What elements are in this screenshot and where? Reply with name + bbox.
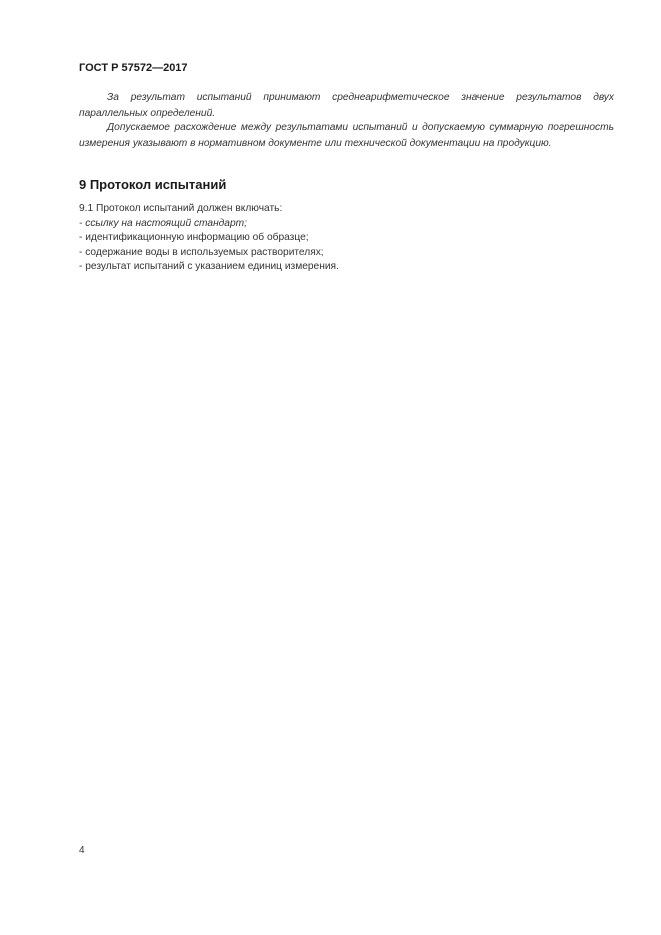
paragraph-result [79,90,614,121]
list-item: - ссылку на настоящий стандарт; [79,217,247,229]
protocol-requirements [79,202,339,275]
list-item: - идентификационную информацию об образце; [79,232,309,244]
document-header: ГОСТ Р 57572—2017 [79,62,188,74]
list-item: - результат испытаний с указанием единиц измерения. [79,261,339,273]
page-number: 4 [79,845,85,856]
paragraph-text: Допускаемое расхождение между результатами испытаний и допускаемую суммарную погрешность измерения указывают в нормативном документе или технической документации на продукцию. [79,122,614,149]
clause-intro: 9.1 Протокол испытаний должен включать: [79,203,283,214]
paragraph-text: За результат испытаний принимают среднеарифметическое значение результатов двух параллельных определений. [79,92,614,119]
list-item: - содержание воды в используемых растворителях; [79,246,324,258]
paragraph-tolerance [79,120,614,151]
section-title: 9 Протокол испытаний [79,177,227,192]
